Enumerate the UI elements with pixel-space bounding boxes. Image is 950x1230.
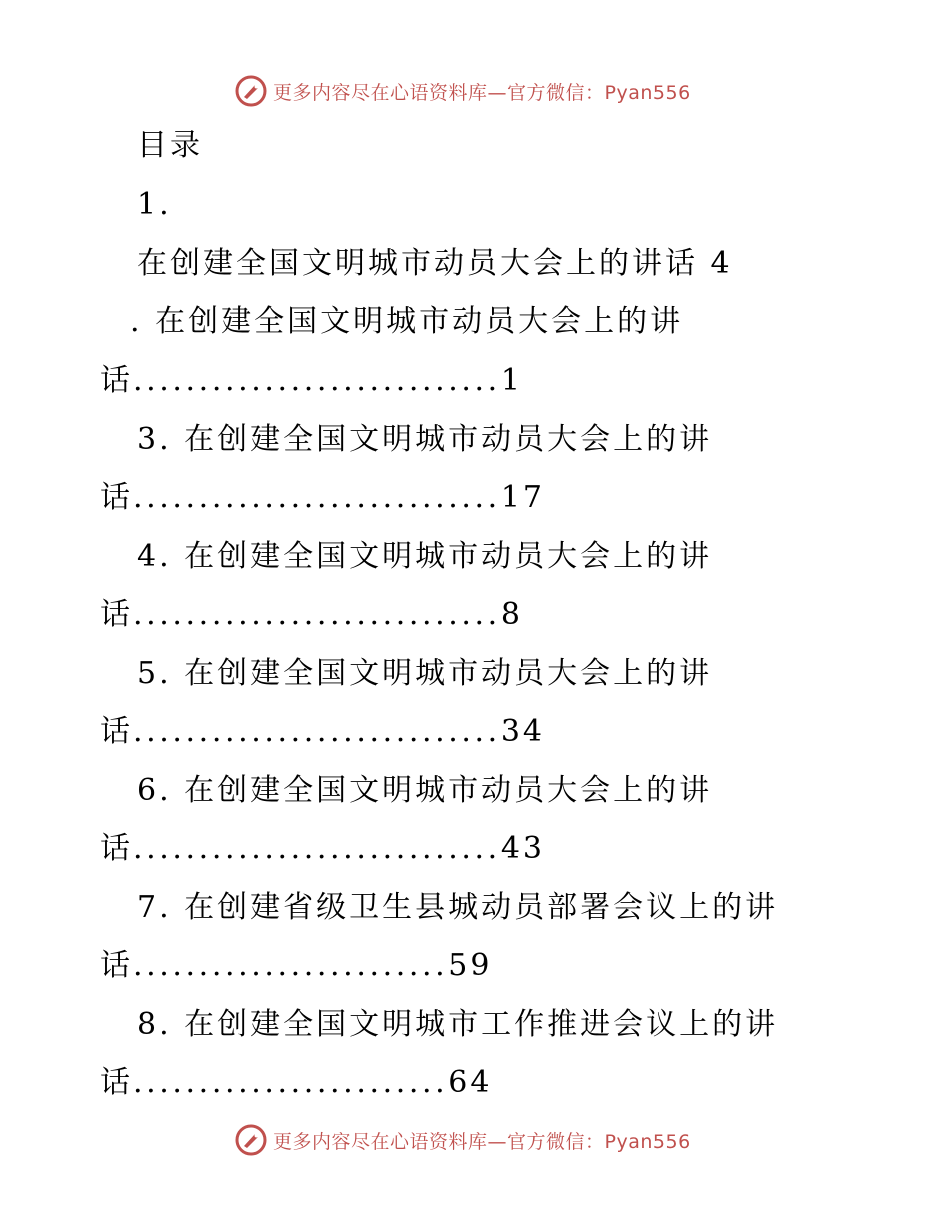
toc-leader-dots: ........................ [133,948,449,983]
toc-page-number: 1 [500,363,523,398]
toc-item-text: . 在创建全国文明城市动员大会上的讲 [130,304,684,339]
toc-leader-dots: ........................ [133,1065,449,1100]
toc-item-text: 8. 在创建全国文明城市工作推进会议上的讲 [137,1007,779,1042]
watermark-text: 更多内容尽在心语资料库—官方微信：Pyan556 [273,81,691,104]
toc-item-continuation [100,361,523,401]
toc-item-text: 3. 在创建全国文明城市动员大会上的讲 [137,422,713,457]
toc-page-number: 59 [448,948,493,983]
toc-item-continuation [100,1063,492,1103]
toc-item-text: 7. 在创建省级卫生县城动员部署会议上的讲 [137,890,779,925]
toc-page-number: 64 [448,1065,493,1100]
header-watermark [235,74,691,108]
toc-leader-dots: ............................ [133,480,501,515]
footer-watermark [235,1123,691,1157]
toc-leader-dots: ............................ [133,831,501,866]
toc-item-number: 1. [137,187,172,222]
toc-item-cont-word: 话 [100,948,133,983]
toc-leader-dots: ............................ [133,714,501,749]
toc-item-continuation [100,946,492,986]
toc-title: 目录 [137,128,203,163]
toc-item-continuation [100,712,545,752]
toc-item-text: 5. 在创建全国文明城市动员大会上的讲 [137,656,713,691]
toc-leader-dots: ............................ [133,597,501,632]
toc-item-text: 6. 在创建全国文明城市动员大会上的讲 [137,773,713,808]
toc-item-cont-word: 话 [100,597,133,632]
toc-item-cont-word: 话 [100,480,133,515]
pen-nib-logo-icon [235,75,267,107]
watermark-text: 更多内容尽在心语资料库—官方微信：Pyan556 [273,1130,691,1153]
toc-page-number: 8 [500,597,523,632]
toc-page-number: 34 [500,714,545,749]
toc-item-cont-word: 话 [100,363,133,398]
toc-leader-dots: ............................ [133,363,501,398]
toc-item-text: 4. 在创建全国文明城市动员大会上的讲 [137,539,713,574]
toc-item-text: 在创建全国文明城市动员大会上的讲话 4 [137,246,733,281]
toc-page-number: 43 [500,831,545,866]
pen-nib-logo-icon [235,1124,267,1156]
toc-item-continuation [100,829,545,869]
toc-page-number: 17 [500,480,545,515]
toc-item-continuation [100,478,545,518]
toc-item-cont-word: 话 [100,831,133,866]
toc-item-cont-word: 话 [100,714,133,749]
toc-item-continuation [100,595,523,635]
toc-item-cont-word: 话 [100,1065,133,1100]
